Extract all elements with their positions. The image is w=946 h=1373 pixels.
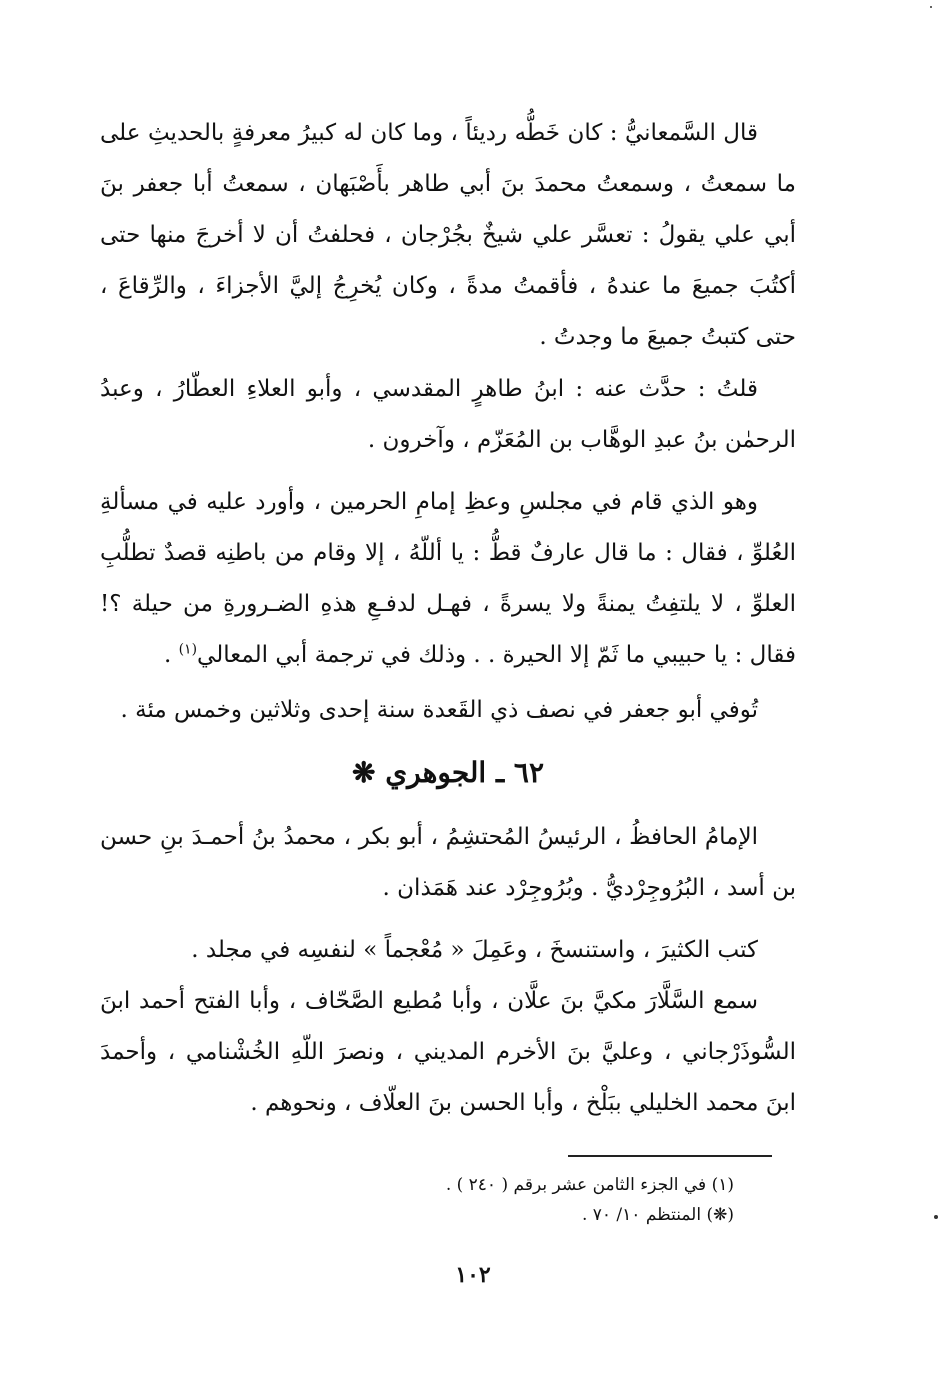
page-number: ١٠٢ xyxy=(455,1262,491,1288)
footnote-ref-1: (١) xyxy=(178,641,198,658)
paragraph-death-date: تُوفي أبو جعفر في نصف ذي القَعدة سنة إحدى وثلاثين وخمس مئة . xyxy=(120,697,758,723)
paragraph-narrators: قلتُ : حدَّث عنه : ابنُ طاهرٍ المقدسي ، وأبو العلاءِ العطّارُ ، وعبدُ الرحمٰن بنُ عبدِ الوهَّاب بن المُعَزّم ، وآخرون . xyxy=(100,376,796,453)
footnote-star: (❋) المنتظم ١٠/ ٧٠ . xyxy=(581,1205,734,1225)
paragraph-imam-haramain-text: وهو الذي قام في مجلسِ وعظِ إمامِ الحرمين ، وأورد عليه في مسألةِ العُلوِّ ، فقال : ما قال عارفٌ قطُّ : يا أللّهُ ، إلا وقام من باطنِه قصدٌ تطلُّبِ العلوِّ ، لا يلتفِتُ يمنةً ولا يسرةً ، فهـل لدفـعِ هذهِ الضـرورةِ من حيلة ؟! فقال : يا حبيبي ما ثَمّ إلا الحيرة . . وذلك في ترجمة أبي المعالي xyxy=(100,489,796,668)
footnote-divider xyxy=(568,1155,772,1157)
paragraph-writings: كتب الكثيرَ ، واستنسخَ ، وعَمِلَ « مُعْجماً » لنفسِه في مجلد . xyxy=(191,937,758,963)
paragraph-samani-quote: قال السَّمعانيُّ : كان خَطُّه رديئاً ، وما كان له كبيرُ معرفةٍ بالحديثِ على ما سمعتُ ، وسمعتُ محمدَ بنَ أبي طاهر بأَصْبَهان ، سمعتُ أبا جعفر بنَ أبي علي يقولُ : تعسَّر علي شيخٌ بجُرْجان ، فحلفتُ أن لا أخرجَ منها حتى أكتُبَ جميعَ ما عندهُ ، فأقمتُ مدةً ، وكان يُخرِجُ إليَّ الأجزاءَ ، والرِّقاعَ ، حتى كتبتُ جميعَ ما وجدتُ . xyxy=(100,120,796,350)
scan-speck xyxy=(934,1215,938,1219)
paragraph-biography-intro: الإمامُ الحافظُ ، الرئيسُ المُحتشِمُ ، أبو بكر ، محمدُ بنُ أحمـدَ بنِ حسن بن أسد ، البُرُوجِرْديُّ . وبُرُوجِرْد عند هَمَذان . xyxy=(100,824,796,901)
paragraph-teachers: سمع السَّلَّارَ مكيَّ بنَ علَّان ، وأبا مُطيع الصَّحّاف ، وأبا الفتح أحمد ابنَ السُّوذَرْجاني ، وعليَّ بنَ الأخرم المديني ، ونصرَ اللّهِ الخُشْنامي ، وأحمدَ ابنَ محمد الخليلي ببَلْخ ، وأبا الحسن بنَ العلّاف ، ونحوهم . xyxy=(100,988,796,1116)
footnote-1: (١) في الجزء الثامن عشر برقم ( ٢٤٠ ) . xyxy=(445,1175,734,1195)
paragraph-imam-haramain-end: . xyxy=(163,642,179,668)
footnotes xyxy=(300,1170,734,1230)
section-heading: ٦٢ ـ الجوهري ❋ xyxy=(352,756,544,789)
scan-speck xyxy=(930,6,932,8)
paragraph-imam-haramain xyxy=(100,477,796,681)
paragraph-group-works xyxy=(100,925,796,1129)
